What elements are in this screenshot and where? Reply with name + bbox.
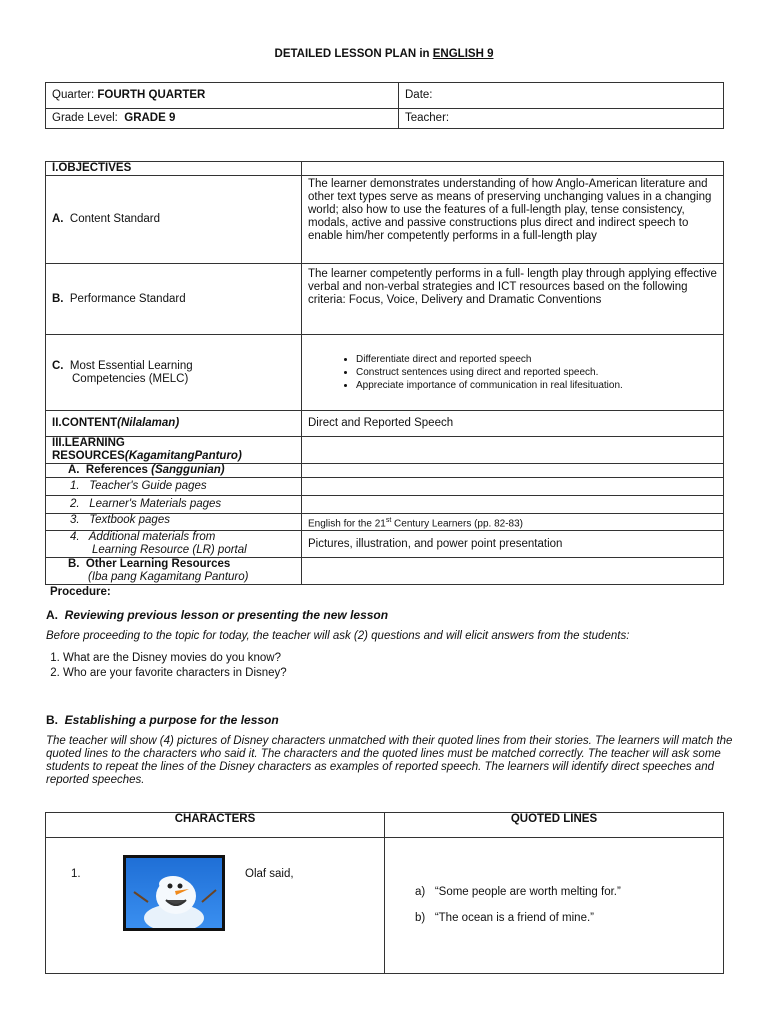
melc-label: C. Most Essential Learning Competencies (MELC): [46, 335, 302, 411]
references-label: A. References (Sanggunian): [46, 464, 302, 478]
header-table: [45, 82, 724, 129]
resources-heading: III.LEARNING RESOURCES(KagamitangPanturo): [46, 437, 302, 464]
section-a-intro: Before proceeding to the topic for today, the teacher will ask (2) questions and will elicit answers from the students:: [46, 630, 630, 642]
textbook-value: English for the 21st Century Learners (pp. 82-83): [302, 514, 724, 531]
quoted-lines-header: QUOTED LINES: [385, 813, 724, 838]
section-a-questions: [25, 651, 287, 681]
date-cell: Date:: [399, 83, 724, 109]
section-a-title: A. Reviewing previous lesson or presenting the new lesson: [46, 608, 389, 622]
olaf-image: [123, 855, 225, 931]
performance-standard-text: The learner competently performs in a full- length play through applying effective verbal and non-verbal strategies and ICT resources based on the following criteria: Focus, Voice, Delivery and Dramatic Conventions: [302, 264, 724, 335]
melc-list: [302, 335, 724, 411]
list-item: • Construct sentences using direct and reported speech.: [356, 366, 717, 379]
other-resources-label: B. Other Learning Resources (Iba pang Kagamitang Panturo): [46, 558, 302, 585]
section-b-title: B. Establishing a purpose for the lesson: [46, 713, 279, 727]
list-item: • Appreciate importance of communication in real lifesituation.: [356, 379, 717, 392]
content-value: Direct and Reported Speech: [302, 411, 724, 437]
objectives-heading: I.OBJECTIVES: [46, 162, 302, 176]
section-b-text: The teacher will show (4) pictures of Disney characters unmatched with their quoted lines from their stories. The learners will match the quoted lines to the characters who said it. The characters and the quoted lines must be matched correctly. The teacher will ask some students to repeat the lines of the Disney characters as examples of reported speech. The learners will identify direct speeches and reported speeches.: [46, 735, 733, 786]
procedure-heading: Procedure:: [50, 586, 111, 598]
characters-header: CHARACTERS: [46, 813, 385, 838]
quote-a: a) “Some people are worth melting for.”: [415, 886, 621, 898]
textbook-label: 3. Textbook pages: [46, 514, 302, 531]
list-item: • Differentiate direct and reported speech: [356, 353, 717, 366]
additional-materials-value: Pictures, illustration, and power point presentation: [302, 531, 724, 558]
learners-materials-label: 2. Learner's Materials pages: [46, 496, 302, 514]
row-number: 1.: [71, 868, 81, 880]
quarter-cell: Quarter: FOURTH QUARTER: [46, 83, 399, 109]
objectives-table: [45, 161, 724, 585]
quotes-cell: [385, 838, 724, 974]
grade-cell: Grade Level: GRADE 9: [46, 109, 399, 129]
character-cell: [46, 838, 385, 974]
content-standard-text: The learner demonstrates understanding of how Anglo-American literature and other text types serve as means of preserving unchanging values in a changing world; also how to use the features of a full-length play, tense consistency, modals, active and passive constructions plus direct and indirect speech to enable him/her competently performs in a full-length play: [302, 176, 724, 264]
list-item: 2. Who are your favorite characters in Disney?: [63, 666, 287, 680]
list-item: 1. What are the Disney movies do you know?: [63, 651, 287, 665]
content-label: II.CONTENT(Nilalaman): [46, 411, 302, 437]
olaf-said: Olaf said,: [245, 868, 294, 880]
teachers-guide-label: 1. Teacher's Guide pages: [46, 478, 302, 496]
page-title: DETAILED LESSON PLAN in ENGLISH 9: [274, 48, 494, 60]
olaf-illustration: [126, 858, 222, 928]
quote-b: b) “The ocean is a friend of mine.”: [415, 912, 594, 924]
performance-standard-label: B. Performance Standard: [46, 264, 302, 335]
additional-materials-label: 4. Additional materials from Learning Resource (LR) portal: [46, 531, 302, 558]
matching-table: [45, 812, 724, 974]
content-standard-label: A. Content Standard: [46, 176, 302, 264]
teacher-cell: Teacher:: [399, 109, 724, 129]
